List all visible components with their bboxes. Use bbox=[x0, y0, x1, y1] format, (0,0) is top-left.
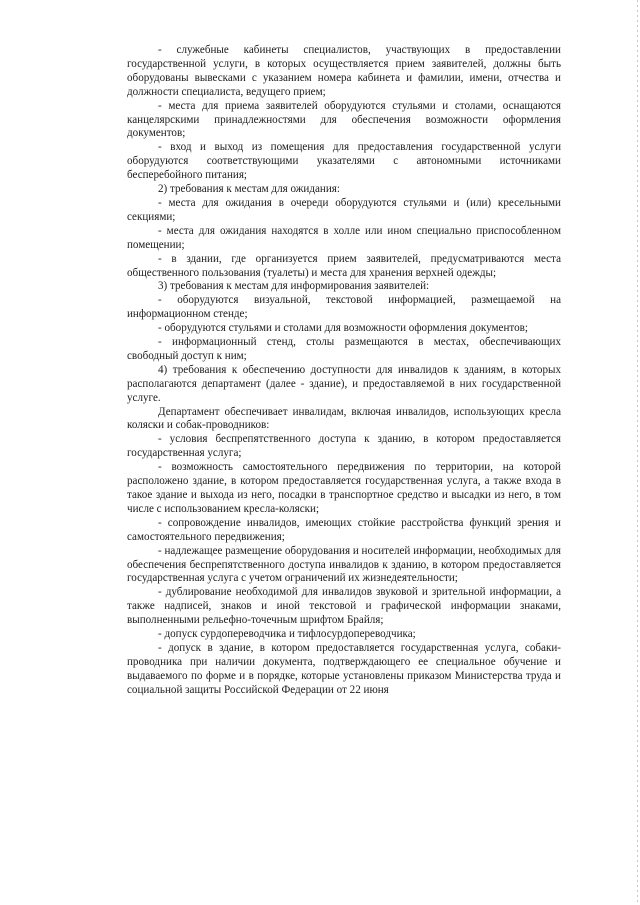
paragraph: - оборудуются стульями и столами для возможности оформления документов; bbox=[158, 322, 528, 335]
paragraph: - в здании, где организуется прием заявителей, предусматриваются места общественного пользования (туалеты) и места для хранения верхней одежды; bbox=[127, 252, 561, 279]
paragraph: 2) требования к местам для ожидания: bbox=[158, 183, 340, 196]
paragraph: - возможность самостоятельного передвижения по территории, на которой расположено здание, в котором предоставляется государственная услуга, а также входа в такое здание и выхода из него, посадки в транспортное средство и высадки из него, в том числе с использованием кресла-коляски; bbox=[127, 461, 561, 515]
paragraph: - места для ожидания находятся в холле или ином специально приспособленном помещении; bbox=[127, 224, 561, 251]
paragraph: 3) требования к местам для информирования заявителей: bbox=[158, 280, 430, 293]
document-body bbox=[127, 44, 561, 698]
paragraph: - служебные кабинеты специалистов, участвующих в предоставлении государственной услуги, в которых осуществляется прием заявителей, должны быть оборудованы вывесками с указанием номера кабинета и фамилии, имени, отчества и должности специалиста, ведущего прием; bbox=[127, 44, 561, 98]
paragraph: - допуск в здание, в котором предоставляется государственная услуга, собаки-проводника при наличии документа, подтверждающего ее специальное обучение и выдаваемого по форме и в порядке, которые установлены приказом Министерства труда и социальной защиты Российской Федерации от 22 июня bbox=[127, 641, 561, 696]
paragraph: - надлежащее размещение оборудования и носителей информации, необходимых для обеспечения беспрепятственного доступа инвалидов к зданию, в котором предоставляется государственная услуга с учетом ограничений их жизнедеятельности; bbox=[127, 544, 561, 585]
paragraph: - места для приема заявителей оборудуются стульями и столами, оснащаются канцелярскими принадлежностями для обеспечения возможности оформления документов; bbox=[127, 99, 561, 140]
paragraph: - вход и выход из помещения для предоставления государственной услуги оборудуются соответствующими указателями с автономными источниками бесперебойного питания; bbox=[127, 141, 561, 182]
paragraph: - допуск сурдопереводчика и тифлосурдопереводчика; bbox=[158, 628, 416, 641]
paragraph: - условия беспрепятственного доступа к зданию, в котором предоставляется государственная услуга; bbox=[127, 433, 561, 460]
paragraph: - сопровождение инвалидов, имеющих стойкие расстройства функций зрения и самостоятельного передвижения; bbox=[127, 516, 561, 543]
paragraph: - оборудуются визуальной, текстовой информацией, размещаемой на информационном стенде; bbox=[127, 294, 561, 321]
paragraph: - места для ожидания в очереди оборудуются стульями и (или) кресельными секциями; bbox=[127, 196, 561, 223]
paragraph: - дублирование необходимой для инвалидов звуковой и зрительной информации, а также надписей, знаков и иной текстовой и графической информации знаками, выполненными рельефно-точечным шрифтом Брайля; bbox=[127, 586, 561, 627]
paragraph: Департамент обеспечивает инвалидам, включая инвалидов, использующих кресла коляски и собак-проводников: bbox=[127, 405, 561, 432]
paragraph: - информационный стенд, столы размещаются в местах, обеспечивающих свободный доступ к ним; bbox=[127, 336, 561, 362]
scan-edge bbox=[637, 0, 638, 905]
paragraph: 4) требования к обеспечению доступности для инвалидов к зданиям, в которых располагаются департамент (далее - здание), и предоставляемой в них государственной услуге. bbox=[127, 363, 561, 404]
